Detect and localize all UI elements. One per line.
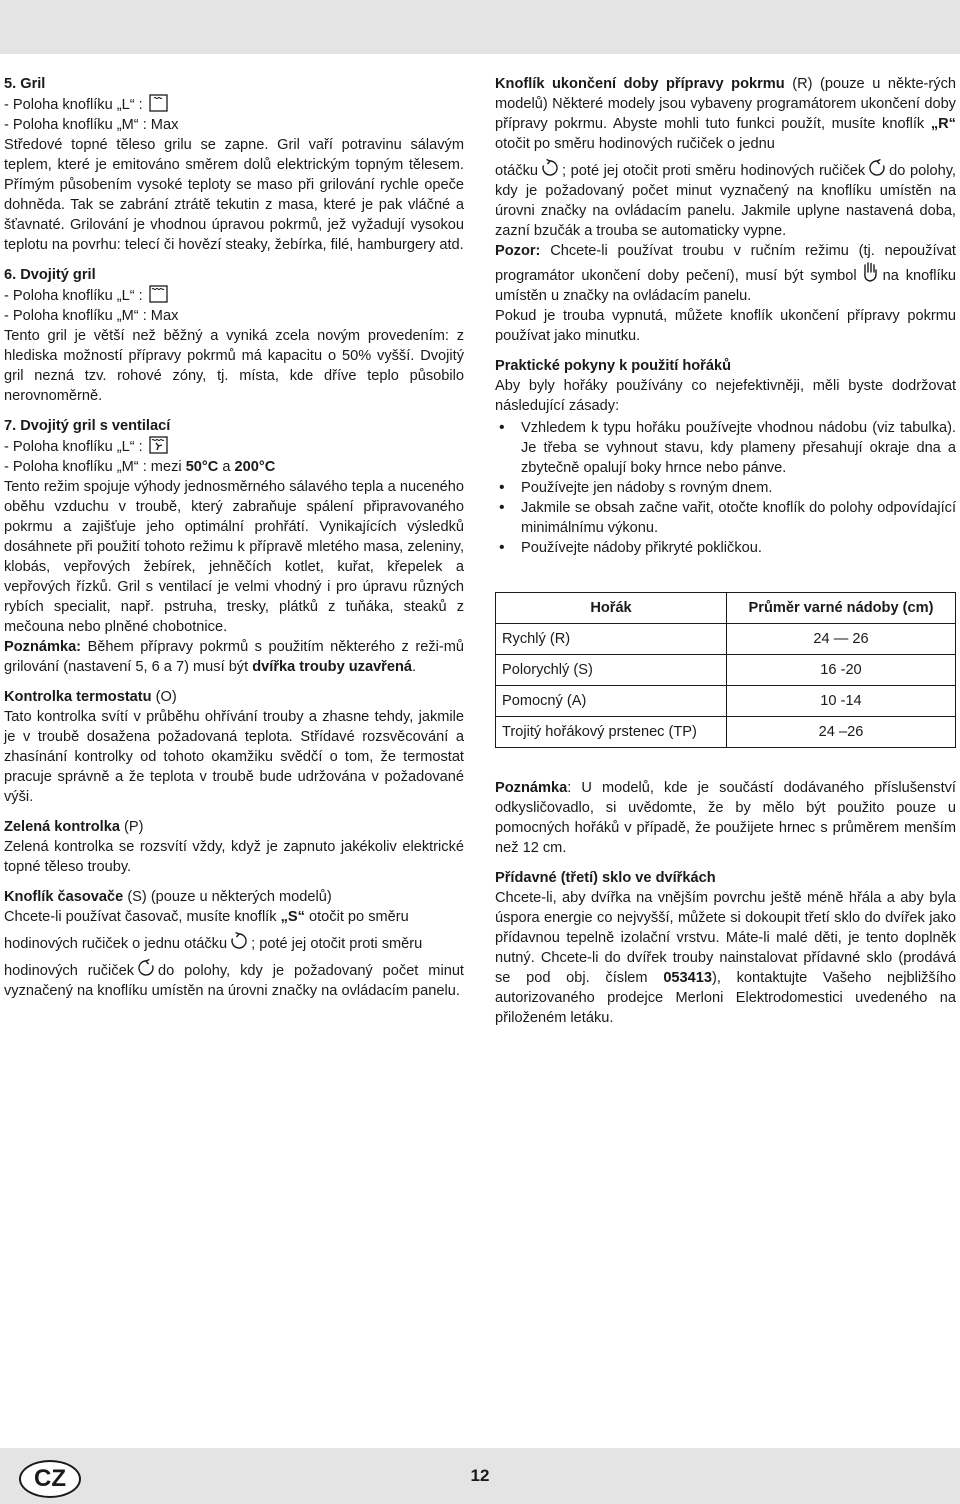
table-cell: Trojitý hořákový prstenec (TP): [496, 717, 727, 748]
table-header-row: [496, 593, 956, 624]
timer-line-3: hodinových ručiček do polohy, kdy je požadovaný počet minut vyznačený na knoflíku umístěn na úrovni značky na ovládacím panelu.: [4, 958, 464, 1001]
vent-note: Poznámka: Během přípravy pokrmů s použitím některého z reži-mů grilování (nastavení 5, 6 a 7) musí být dvířka trouby uzavřená.: [4, 639, 465, 675]
double-body: Tento gril je větší než běžný a vyniká zcela novým provedením: z hlediska možností přípravy pokrmů má kapacitu o 50% vyšší. Dvojitý gril nezná tzv. rohové zóny, tj. místa, kde dříve teplo působilo nerovnoměrně.: [4, 328, 464, 404]
end-last: Pokud je trouba vypnutá, můžete knoflík ukončení přípravy pokrmu používat jako minutku.: [495, 308, 956, 344]
table-header: Hořák: [496, 593, 727, 624]
section-heading-gril: 5. Gril: [4, 76, 46, 92]
gril-body: Středové topné těleso grilu se zapne. Gril vaří potravinu sálavým teplem, které je emitováno směrem dolů elektrickým topným tělesem. Přímým působením vysoké teploty se maso při grilování rychle opeče dohněda. Tak se zabrání ztrátě tekutin z masa, které je pak vláčné a šťavnaté. Grilování je vhodnou úpravou pokrmů, jež vyžadují vysokou teplotu na povrhu: telecí či hovězí steaky, žebírka, filé, hamburgery atd.: [4, 137, 464, 253]
table-row: [496, 655, 956, 686]
tips-intro: Aby byly hořáky používány co nejefektivněji, měli byste dodržovat následující zásady:: [495, 378, 956, 414]
table-cell: Polorychlý (S): [496, 655, 727, 686]
vent-body: Tento režim spojuje výhody jednosměrného sálavého tepla a nuceného oběhu vzduchu v troubě, který zabraňuje spálení připravovaného pokrmu a zajišťuje jeho optimální prohřátí. Vynikajících výsledků dosáhnete při použití tohoto režimu k přípravě mletého masa, zeleniny, klobás, vepřových žebírek, jehněčích kotlet, kuřat, křepelek a vepřových řízků. Gril s ventilací je velmi vhodný i pro úpravu různých rybích specialit, např. pstruha, tresky, plátků z tuňáka, steaků z mečouna nebo plněné chobotnice.: [4, 479, 464, 635]
rotate-clockwise-icon: [540, 158, 560, 178]
left-column: [4, 74, 464, 1001]
table-cell: Rychlý (R): [496, 624, 727, 655]
section-heading-double-grill: 6. Dvojitý gril: [4, 267, 96, 283]
note-paragraph: Poznámka: U modelů, kde je součástí dodávaného příslušenství odkysličovadlo, si uvědomte, že by mělo být použito pouze u pomocných hořáků v případě, že použijete hrnec s průměrem menším než 12 cm.: [495, 780, 956, 856]
fan-grill-symbol-icon: [149, 436, 168, 454]
table-cell: 24 –26: [727, 717, 956, 748]
vent-l-position: - Poloha knoflíku „L“ :: [4, 436, 464, 457]
glass-body: Chcete-li, aby dvířka na vnějším povrchu ještě méně hřála a aby byla úspora energie co nejvyšší, můžete si dokoupit třetí sklo do dvířek jako přídavnou tepelně izolační vrstvu. Máte-li malé děti, je tento doplněk nutný. Chcete-li do dvířek trouby nainstalovat přídavné sklo (prodává se pod obj. číslem 053413), kontaktujte Vašeho nejbližšího autorizovaného prodejce Merloni Elektrodomestici uvedeného na přiloženém letáku.: [495, 890, 957, 1026]
thermo-body: Tato kontrolka svítí v průběhu ohřívání trouby a zhasne tehdy, jakmile je v troubě dosažena požadovaná teplota. Střídavé rozsvěcování a zhasínání kontrolky od tohoto okamžiku svědčí o tom, že termostat pracuje správně a že teplota v troubě bude udržována v požadované výši.: [4, 709, 464, 805]
rotate-counterclockwise-icon: [867, 158, 887, 178]
table-row: [496, 717, 956, 748]
page-number: 12: [470, 1466, 490, 1485]
list-item: • Vzhledem k typu hořáku používejte vhodnou nádobu (viz tabulka). Je třeba se vyhnout stavu, kdy plameny přesahují okraje dna a zbytečně opalují boky hrnce nebo pánve.: [495, 418, 956, 478]
right-column: [495, 74, 956, 1028]
end-heading: Knoflík ukončení doby přípravy pokrmu (R) (pouze u někte-rých modelů) Některé modely jsou vybaveny programátorem ukončení doby přípravy pokrmu. Abyste mohli tuto funkci použít, musíte knoflík „R“ otočit po směru hodinových ručiček o jednu: [495, 76, 956, 152]
end-pozor: Pozor: Chcete-li používat troubu v ručním režimu (tj. nepoužívat programátor ukončení doby pečení), musí být symbol na knoflíku umístěn u značky na ovládacím panelu.: [495, 243, 956, 304]
double-l-position: - Poloha knoflíku „L“ :: [4, 285, 464, 306]
table-cell: 10 -14: [727, 686, 956, 717]
burner-table: [495, 592, 956, 748]
gril-m-position: - Poloha knoflíku „M“ : Max: [4, 117, 179, 133]
table-cell: 24 — 26: [727, 624, 956, 655]
glass-heading: Přídavné (třetí) sklo ve dvířkách: [495, 870, 716, 886]
table-cell: Pomocný (A): [496, 686, 727, 717]
gril-l-position: - Poloha knoflíku „L“ :: [4, 94, 464, 115]
language-badge: CZ: [19, 1460, 81, 1498]
double-grill-symbol-icon: [149, 285, 168, 303]
green-body: Zelená kontrolka se rozsvítí vždy, když je zapnuto jakékoliv elektrické topné těleso trouby.: [4, 839, 464, 875]
timer-line-2: hodinových ručiček o jednu otáčku ; poté jej otočit proti směru: [4, 931, 464, 954]
end-line-2: otáčku ; poté jej otočit proti směru hodinových ručiček do polohy, kdy je požadovaný počet minut vyznačený na knoflíku umístěn na úrovni značky na ovládacím panelu. Jakmile uplyne nastavená doba, zazní bzučák a trouba se automaticky vypne.: [495, 158, 956, 241]
table-cell: 16 -20: [727, 655, 956, 686]
tips-heading: Praktické pokyny k použití hořáků: [495, 358, 732, 374]
top-band: [0, 0, 960, 54]
timer-line-1: Chcete-li používat časovač, musíte knoflík „S“ otočit po směru: [4, 909, 409, 925]
list-item: • Jakmile se obsah začne vařit, otočte knoflík do polohy odpovídající minimálnímu výkonu.: [495, 498, 956, 538]
table-header: Průměr varné nádoby (cm): [727, 593, 956, 624]
timer-heading: Knoflík časovače (S) (pouze u některých modelů): [4, 889, 332, 905]
list-item: • Používejte nádoby přikryté pokličkou.: [495, 538, 956, 558]
table-row: [496, 686, 956, 717]
vent-m-position: - Poloha knoflíku „M“ : mezi 50°C a 200°C: [4, 459, 276, 475]
double-m-position: - Poloha knoflíku „M“ : Max: [4, 308, 179, 324]
rotate-counterclockwise-icon: [136, 958, 156, 978]
green-heading: Zelená kontrolka (P): [4, 819, 144, 835]
tips-list: [495, 418, 956, 558]
section-heading-vent-grill: 7. Dvojitý gril s ventilací: [4, 418, 171, 434]
list-item: • Používejte jen nádoby s rovným dnem.: [495, 478, 956, 498]
thermo-heading: Kontrolka termostatu (O): [4, 689, 177, 705]
table-row: [496, 624, 956, 655]
grill-symbol-icon: [149, 94, 168, 112]
rotate-clockwise-icon: [229, 931, 249, 951]
manual-hand-icon: [859, 261, 881, 283]
